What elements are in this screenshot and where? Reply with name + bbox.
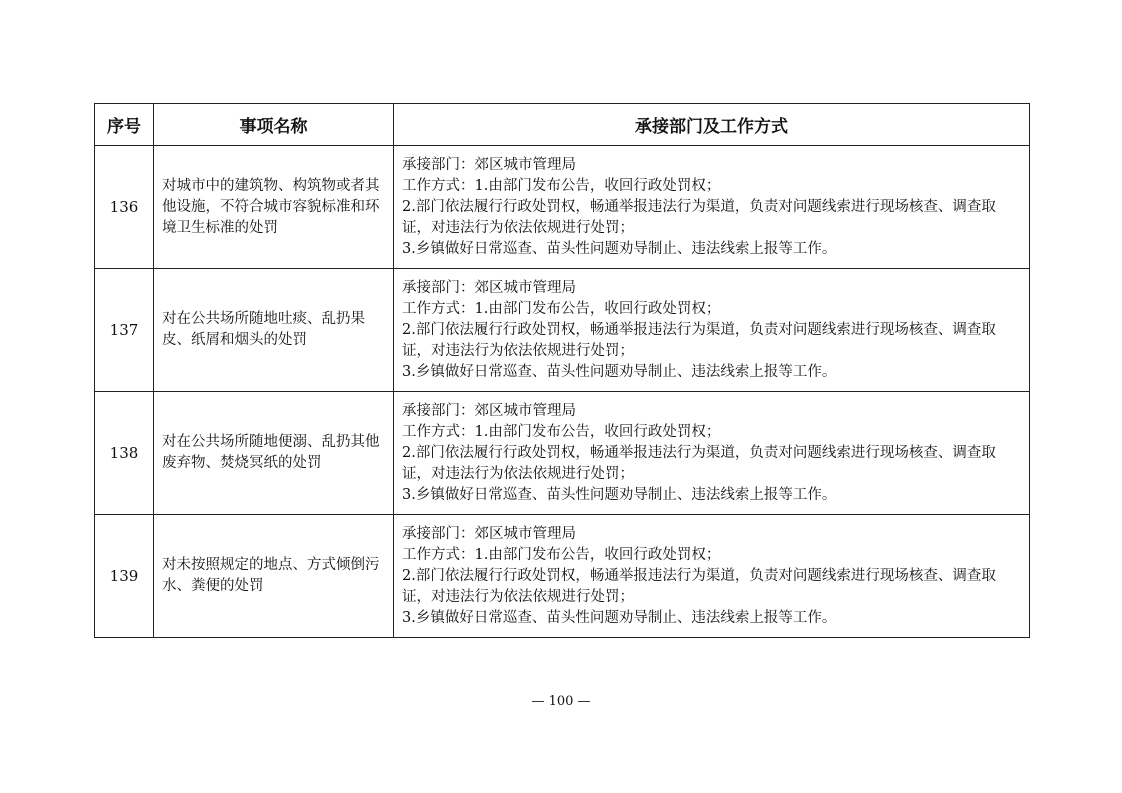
- department-line: 承接部门：郊区城市管理局: [402, 279, 576, 296]
- table-row: [95, 392, 1030, 515]
- row-serial-number: 137: [95, 269, 154, 392]
- row-matter-name: 对城市中的建筑物、构筑物或者其他设施，不符合城市容貌标准和环境卫生标准的处罚: [154, 146, 394, 269]
- row-matter-name: 对在公共场所随地便溺、乱扔其他废弃物、焚烧冥纸的处罚: [154, 392, 394, 515]
- row-serial-number: 136: [95, 146, 154, 269]
- table-row: [95, 146, 1030, 269]
- header-serial-number: 序号: [95, 104, 154, 146]
- method-line: 工作方式：1.由部门发布公告，收回行政处罚权；: [402, 546, 721, 563]
- method-step-3: 3.乡镇做好日常巡查、苗头性问题劝导制止、违法线索上报等工作。: [402, 240, 837, 257]
- department-line: 承接部门：郊区城市管理局: [402, 525, 576, 542]
- header-matter-name: 事项名称: [154, 104, 394, 146]
- method-step-3: 3.乡镇做好日常巡查、苗头性问题劝导制止、违法线索上报等工作。: [402, 363, 837, 380]
- table-row: [95, 515, 1030, 638]
- row-matter-name: 对在公共场所随地吐痰、乱扔果皮、纸屑和烟头的处罚: [154, 269, 394, 392]
- method-step-2: 2.部门依法履行行政处罚权，畅通举报违法行为渠道，负责对问题线索进行现场核查、调查取证，对违法行为依法依规进行处罚；: [402, 567, 996, 605]
- method-line: 工作方式：1.由部门发布公告，收回行政处罚权；: [402, 177, 721, 194]
- row-matter-name: 对未按照规定的地点、方式倾倒污水、粪便的处罚: [154, 515, 394, 638]
- row-serial-number: 139: [95, 515, 154, 638]
- row-department-method: [394, 269, 1030, 392]
- method-step-2: 2.部门依法履行行政处罚权，畅通举报违法行为渠道，负责对问题线索进行现场核查、调查取证，对违法行为依法依规进行处罚；: [402, 321, 996, 359]
- row-department-method: [394, 515, 1030, 638]
- method-step-3: 3.乡镇做好日常巡查、苗头性问题劝导制止、违法线索上报等工作。: [402, 609, 837, 626]
- method-step-3: 3.乡镇做好日常巡查、苗头性问题劝导制止、违法线索上报等工作。: [402, 486, 837, 503]
- matters-table: [94, 103, 1030, 638]
- table-header-row: [95, 104, 1030, 146]
- method-line: 工作方式：1.由部门发布公告，收回行政处罚权；: [402, 300, 721, 317]
- header-department-method: 承接部门及工作方式: [394, 104, 1030, 146]
- method-line: 工作方式：1.由部门发布公告，收回行政处罚权；: [402, 423, 721, 440]
- department-line: 承接部门：郊区城市管理局: [402, 156, 576, 173]
- row-serial-number: 138: [95, 392, 154, 515]
- row-department-method: [394, 146, 1030, 269]
- department-line: 承接部门：郊区城市管理局: [402, 402, 576, 419]
- row-department-method: [394, 392, 1030, 515]
- method-step-2: 2.部门依法履行行政处罚权，畅通举报违法行为渠道，负责对问题线索进行现场核查、调查取证，对违法行为依法依规进行处罚；: [402, 198, 996, 236]
- page-number: — 100 —: [531, 694, 591, 709]
- table-row: [95, 269, 1030, 392]
- method-step-2: 2.部门依法履行行政处罚权，畅通举报违法行为渠道，负责对问题线索进行现场核查、调查取证，对违法行为依法依规进行处罚；: [402, 444, 996, 482]
